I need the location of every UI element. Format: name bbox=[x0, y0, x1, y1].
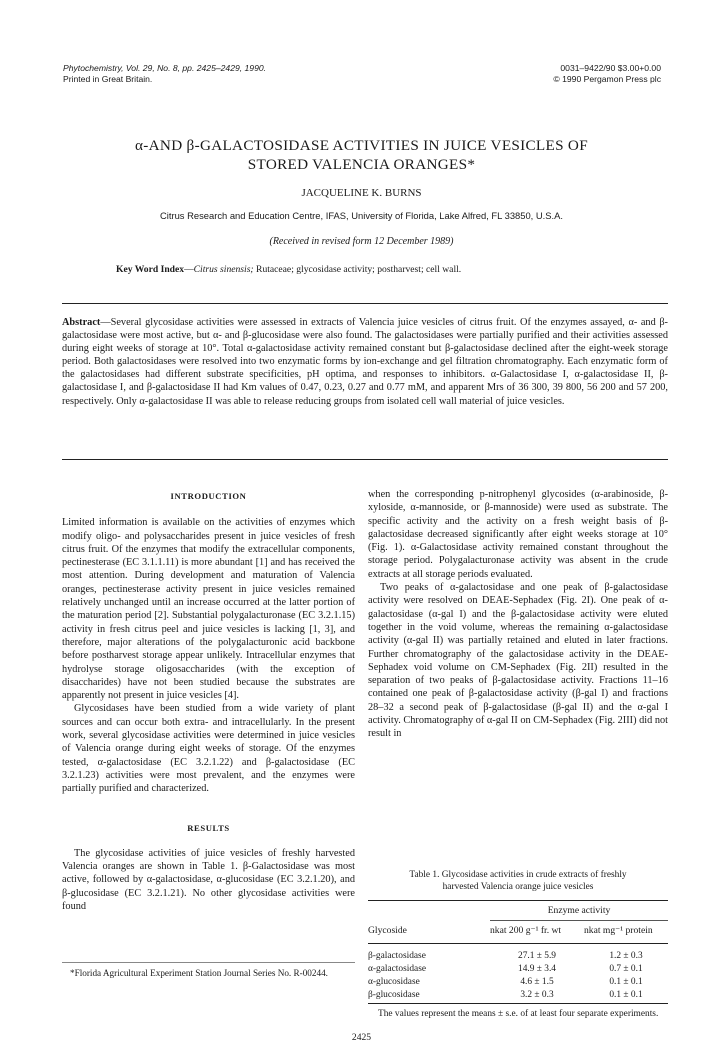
table-row bbox=[368, 962, 668, 975]
table-column-header: nkat 200 g⁻¹ fr. wt bbox=[490, 925, 562, 936]
table-cell-value: 1.2 ± 0.3 bbox=[609, 950, 643, 961]
glycosidase-table bbox=[368, 949, 668, 1001]
intro-paragraph: Glycosidases have been studied from a wide variety of plant sources and can occur both extra- and intracellularly. In the present work, several glycosidase activities were determined in juice vesicles of Valencia orange during eight weeks of storage. Of the enzymes tested, α-galactosidase (EC 3.2.1.22) and β-galactosidase (EC 3.2.1.23) activities were most prevalent, and the enzymes were partially purified and characterized. bbox=[62, 703, 355, 795]
table-cell-value: 27.1 ± 5.9 bbox=[518, 950, 556, 961]
table-group-rule bbox=[490, 920, 668, 921]
table-note: The values represent the means ± s.e. of at least four separate experiments. bbox=[378, 1009, 659, 1019]
table-cell-value: 14.9 ± 3.4 bbox=[518, 963, 556, 974]
received-date: (Received in revised form 12 December 1989) bbox=[269, 236, 454, 247]
table-column-header: Glycoside bbox=[368, 925, 407, 936]
paper-title: α-AND β-GALACTOSIDASE ACTIVITIES IN JUICE VESICLES OF STORED VALENCIA ORANGES* bbox=[135, 137, 588, 173]
results-heading: RESULTS bbox=[187, 822, 230, 833]
table-bottom-rule bbox=[368, 1003, 668, 1004]
table-caption: Table 1. Glycosidase activities in crude extracts of freshly harvested Valencia orange juice vesicles bbox=[409, 870, 627, 892]
table-row bbox=[368, 988, 668, 1001]
table-row bbox=[368, 975, 668, 988]
author-name: JACQUELINE K. BURNS bbox=[301, 187, 422, 199]
table-top-rule bbox=[368, 900, 668, 901]
journal-citation: Phytochemistry, Vol. 29, No. 8, pp. 2425–2429, 1990. Printed in Great Britain. bbox=[63, 63, 267, 84]
left-column bbox=[62, 490, 355, 913]
table-cell-value: 0.1 ± 0.1 bbox=[609, 989, 643, 1000]
publisher-info: 0031–9422/90 $3.00+0.00 © 1990 Pergamon Press plc bbox=[553, 63, 661, 84]
footnote-divider bbox=[62, 962, 355, 963]
table-group-header: Enzyme activity bbox=[547, 905, 611, 916]
results-paragraph: The glycosidase activities of juice vesicles of freshly harvested Valencia oranges are shown in Table 1. β-Galactosidase was most active, followed by α-galactosidase, α-glucosidase (EC 3.2.1.20), and β-glucosidase (EC 3.2.1.21). No other glycosidase activities were found bbox=[62, 847, 355, 913]
footnote: *Florida Agricultural Experiment Station Journal Series No. R-00244. bbox=[70, 968, 328, 978]
divider bbox=[62, 303, 668, 304]
table-row bbox=[368, 949, 668, 962]
author-affiliation: Citrus Research and Education Centre, IFAS, University of Florida, Lake Alfred, FL 33850, U.S.A. bbox=[160, 210, 563, 221]
table-cell-value: 4.6 ± 1.5 bbox=[520, 976, 554, 987]
table-header-rule bbox=[368, 943, 668, 944]
table-cell-glycoside: β-glucosidase bbox=[368, 989, 420, 1000]
results-paragraph: Two peaks of α-galactosidase and one peak of β-galactosidase activity were resolved on DEAE-Sephadex (Fig. 2I). One peak of α-galactosidase (α-gal I) and the β-galactosidase activity were eluted together in the void volume, whereas the remaining α-galactosidase activity (α-gal II) was partially retained and eluted in later fractions. Further chromatography of the galactosidase activity in the DEAE-Sephadex void volume on CM-Sephadex (Fig. 2II) resulted in the separation of two peaks of β-galactosidase activity. Fractions 11–16 contained one peak of β-galactosidase activity (β-gal I) and fractions 28–32 a second peak of β-galactosidase (β-gal II) and the α-gal I activity. Chromatography of α-gal II on CM-Sephadex (Fig. 2III) did not result in bbox=[368, 582, 668, 740]
table-cell-value: 3.2 ± 0.3 bbox=[520, 989, 554, 1000]
introduction-heading: INTRODUCTION bbox=[170, 491, 247, 501]
table-cell-value: 0.1 ± 0.1 bbox=[609, 976, 643, 987]
keyword-index: Key Word Index—Citrus sinensis; Rutaceae; glycosidase activity; postharvest; cell wall. bbox=[116, 264, 462, 275]
divider bbox=[62, 459, 668, 460]
table-column-header: nkat mg⁻¹ protein bbox=[584, 925, 653, 936]
abstract: Abstract—Several glycosidase activities were assessed in extracts of Valencia juice vesicles of citrus fruit. Of the enzymes assayed, α- and β-galactosidase were most active, but α- and β-glucosidase were also found. The galactosidases were partially purified and their activities assessed during eight weeks of storage at 10°. Total α-galactosidase activity remained constant but β-galactosidase declined after the eight-week storage period. Both galactosidases were resolved into two enzymatic forms by ion-exchange and gel filtration chromatography. Each enzymatic form of the galactosidases had different substrate specificities, pH optima, and responses to inhibitors. α-Galactosidase I, α-galactosidase II, β-galactosidase I, and β-galactosidase II had Km values of 0.47, 0.23, 0.27 and 0.77 mM, and apparent Mrs of 36 300, 39 800, 56 200 and 57 200, respectively. Only α-galactosidase II was able to release reducing groups from isolated cell wall material of juice vesicles. bbox=[62, 317, 668, 407]
right-column bbox=[368, 488, 668, 741]
table-cell-glycoside: α-glucosidase bbox=[368, 976, 420, 987]
results-paragraph: when the corresponding p-nitrophenyl glycosides (α-arabinoside, β-xyloside, α-mannoside, or β-mannoside) were used as substrate. The specific activity and the activity on a fresh weight basis of β-galactosidase decreased significantly after eight weeks storage at 10° (Fig. 1). α-Galactosidase activity remained constant throughout the storage period. Polygalacturonase activity was absent in the crude extracts at all storage periods evaluated. bbox=[368, 489, 668, 580]
table-cell-glycoside: β-galactosidase bbox=[368, 950, 426, 961]
intro-paragraph: Limited information is available on the activities of enzymes which modify oligo- and polysaccharides present in juice vesicles of fresh citrus fruit. Of the enzymes that modify the extracellular components, pectinesterase (EC 3.1.1.11) is more abundant [1] and has received the most attention. During development and maturation of Valencia oranges, pectinesterase activity present in juice vesicles remained relatively unchanged until an increase occurred at the latter portion of the maturation period [2]. Substantial polygalacturonase (EC 3.2.1.15) activity in fresh citrus peel and juice vesicles is lacking [1, 3], and therefore, major alterations of the polygalacturonic acid backbone before postharvest storage appear unlikely. Intracellular enzymes that hydrolyse storage oligosaccharides (with the exception of disaccharides) have not been studied because the substrates are apparently not present in juice vesicles [4]. bbox=[62, 517, 355, 702]
table-cell-glycoside: α-galactosidase bbox=[368, 963, 427, 974]
page-number: 2425 bbox=[351, 1032, 372, 1043]
table-cell-value: 0.7 ± 0.1 bbox=[609, 963, 643, 974]
